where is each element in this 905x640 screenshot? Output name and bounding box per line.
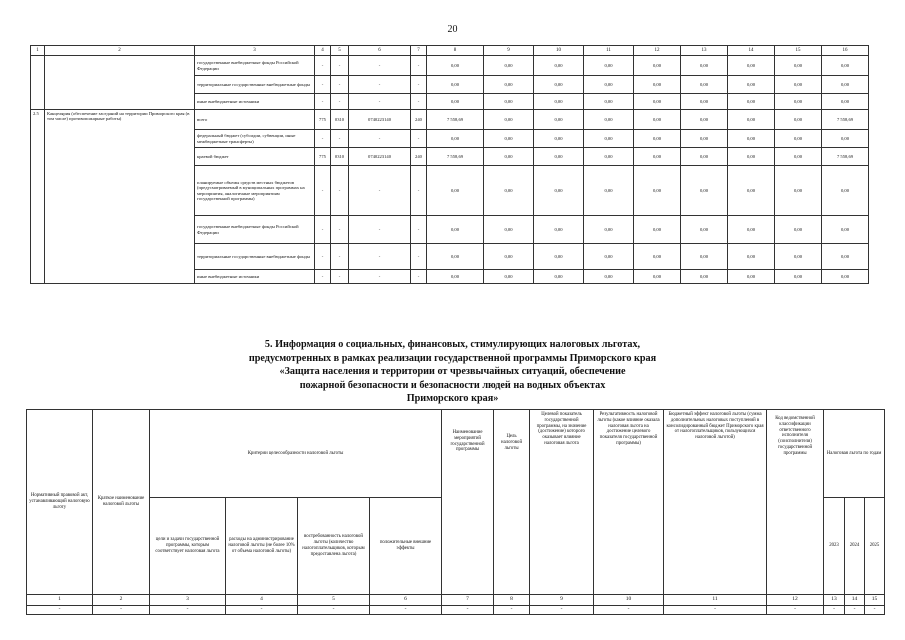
code-cell: 775	[315, 110, 331, 130]
header-goal: Цель налоговой льготы	[494, 410, 530, 595]
code-cell: -	[349, 76, 411, 94]
code-cell: -	[315, 166, 331, 216]
column-number: 5	[298, 595, 370, 606]
amount-cell: 0,00	[584, 270, 634, 284]
code-cell: -	[331, 244, 349, 270]
amount-cell: 0,00	[775, 56, 822, 76]
amount-cell: 0,00	[484, 216, 534, 244]
amount-cell: 0,00	[775, 130, 822, 148]
code-cell: -	[315, 76, 331, 94]
column-number: 7	[442, 595, 494, 606]
code-cell: -	[411, 244, 427, 270]
funding-source: государственные внебюджетные фонды Российской Федерации	[195, 216, 315, 244]
amount-cell: 0,00	[634, 270, 681, 284]
amount-cell: 0,00	[534, 148, 584, 166]
empty-cell: -	[664, 606, 767, 615]
empty-cell: -	[865, 606, 885, 615]
table-row	[31, 56, 869, 76]
code-cell: -	[331, 130, 349, 148]
table-header-row	[31, 46, 869, 56]
amount-cell: 0,00	[584, 110, 634, 130]
amount-cell: 0,00	[534, 216, 584, 244]
amount-cell: 0,00	[775, 166, 822, 216]
empty-cell: -	[226, 606, 298, 615]
header-col-2: 2	[45, 46, 195, 56]
amount-cell: 0,00	[534, 56, 584, 76]
column-number: 3	[150, 595, 226, 606]
column-number: 8	[494, 595, 530, 606]
code-cell: -	[349, 130, 411, 148]
amount-cell: 0,00	[681, 166, 728, 216]
header-effectiveness: Результативность налоговой льготы (какое влияние оказала налоговая льгота на достижение целевого показателя государственной программы)	[594, 410, 664, 595]
amount-cell: 0,00	[728, 130, 775, 148]
empty-cell: -	[767, 606, 824, 615]
amount-cell: 0,00	[634, 76, 681, 94]
column-number: 15	[865, 595, 885, 606]
year-2025: 2025	[865, 498, 885, 595]
amount-cell: 0,00	[822, 166, 869, 216]
amount-cell: 0,00	[681, 130, 728, 148]
amount-cell: 0,00	[484, 148, 534, 166]
header-years: Налоговая льгота по годам	[824, 410, 885, 498]
code-cell: -	[315, 56, 331, 76]
amount-cell: 0,00	[775, 110, 822, 130]
amount-cell: 0,00	[634, 110, 681, 130]
amount-cell: 0,00	[822, 76, 869, 94]
code-cell: -	[331, 56, 349, 76]
amount-cell: 0,00	[427, 56, 484, 76]
code-cell: -	[349, 166, 411, 216]
code-cell: -	[331, 76, 349, 94]
amount-cell: 0,00	[634, 216, 681, 244]
table-row	[31, 110, 869, 130]
code-cell: -	[349, 216, 411, 244]
code-cell: -	[315, 244, 331, 270]
amount-cell: 0,00	[634, 166, 681, 216]
header-dept-code: Код ведомственной классификации ответственного исполнителя (соисполнителя) государственной программы	[767, 410, 824, 595]
code-cell: -	[411, 56, 427, 76]
header-col-10: 10	[534, 46, 584, 56]
header-col-9: 9	[484, 46, 534, 56]
funding-source: всего	[195, 110, 315, 130]
code-cell: 240	[411, 110, 427, 130]
amount-cell: 0,00	[822, 270, 869, 284]
amount-cell: 0,00	[634, 130, 681, 148]
funding-source: иные внебюджетные источники	[195, 94, 315, 110]
header-col-4: 4	[315, 46, 331, 56]
code-cell: -	[315, 94, 331, 110]
empty-cell: -	[93, 606, 150, 615]
amount-cell: 0,00	[484, 110, 534, 130]
code-cell: -	[411, 94, 427, 110]
empty-cell: -	[594, 606, 664, 615]
amount-cell: 0,00	[775, 244, 822, 270]
funding-source: территориальные государственные внебюджетные фонды	[195, 244, 315, 270]
amount-cell: 0,00	[634, 56, 681, 76]
funding-source: территориальные государственные внебюджетные фонды	[195, 76, 315, 94]
empty-cell: -	[442, 606, 494, 615]
amount-cell: 7 558,69	[822, 110, 869, 130]
header-col-8: 8	[427, 46, 484, 56]
empty-cell: -	[298, 606, 370, 615]
amount-cell: 0,00	[728, 94, 775, 110]
code-cell: -	[315, 130, 331, 148]
amount-cell: 0,00	[681, 94, 728, 110]
row-number: 2.5	[31, 110, 45, 284]
header-criteria: Критерии целесообразности налоговой льготы	[150, 410, 442, 498]
empty-data-row	[27, 606, 885, 615]
empty-cell: -	[150, 606, 226, 615]
amount-cell: 0,00	[534, 270, 584, 284]
amount-cell: 0,00	[584, 148, 634, 166]
header-col-6: 6	[349, 46, 411, 56]
funding-source: федеральный бюджет (субсидии, субвенции, иные межбюджетные трансферты)	[195, 130, 315, 148]
header-col-3: 3	[195, 46, 315, 56]
column-number: 1	[27, 595, 93, 606]
amount-cell: 0,00	[822, 56, 869, 76]
amount-cell: 0,00	[427, 76, 484, 94]
empty-cell: -	[494, 606, 530, 615]
amount-cell: 0,00	[681, 110, 728, 130]
amount-cell: 0,00	[534, 166, 584, 216]
amount-cell: 0,00	[634, 148, 681, 166]
column-number: 13	[824, 595, 845, 606]
amount-cell: 0,00	[728, 216, 775, 244]
amount-cell: 0,00	[775, 270, 822, 284]
amount-cell: 0,00	[427, 244, 484, 270]
header-short-name: Краткое наименование налоговой льготы	[93, 410, 150, 595]
amount-cell: 0,00	[775, 94, 822, 110]
code-cell: 0310	[331, 110, 349, 130]
header-col-7: 7	[411, 46, 427, 56]
amount-cell: 0,00	[728, 110, 775, 130]
code-cell: -	[331, 270, 349, 284]
header-goals-tasks: цели и задачи государственной программы, которым соответствует налоговая льгота	[150, 498, 226, 595]
amount-cell: 0,00	[681, 76, 728, 94]
amount-cell: 0,00	[534, 130, 584, 148]
code-cell: -	[349, 94, 411, 110]
code-cell: -	[349, 270, 411, 284]
amount-cell: 0,00	[775, 216, 822, 244]
amount-cell: 0,00	[427, 130, 484, 148]
header-col-14: 14	[728, 46, 775, 56]
measure-name	[45, 56, 195, 110]
amount-cell: 0,00	[728, 56, 775, 76]
section-title: 5. Информация о социальных, финансовых, стимулирующих налоговых льготах, предусмотренных в рамках реализации государственной программы Приморского края «Защита населения и территории от чрезвычайных ситуаций, обеспечение пожарной безопасности и безопасности людей на водных объектах Приморского края»	[248, 339, 657, 405]
amount-cell: 0,00	[584, 244, 634, 270]
amount-cell: 0,00	[584, 76, 634, 94]
code-cell: -	[411, 270, 427, 284]
amount-cell: 0,00	[775, 76, 822, 94]
header-col-12: 12	[634, 46, 681, 56]
amount-cell: 0,00	[584, 166, 634, 216]
code-cell: 775	[315, 148, 331, 166]
amount-cell: 0,00	[822, 244, 869, 270]
header-col-1: 1	[31, 46, 45, 56]
amount-cell: 0,00	[728, 148, 775, 166]
column-numbers-row	[27, 595, 885, 606]
column-number: 9	[530, 595, 594, 606]
year-2023: 2023	[824, 498, 845, 595]
amount-cell: 0,00	[681, 270, 728, 284]
header-col-13: 13	[681, 46, 728, 56]
financing-table	[30, 45, 869, 284]
header-col-11: 11	[584, 46, 634, 56]
code-cell: -	[411, 166, 427, 216]
code-cell: 0740223140	[349, 110, 411, 130]
amount-cell: 0,00	[681, 148, 728, 166]
code-cell: -	[315, 216, 331, 244]
amount-cell: 0,00	[584, 130, 634, 148]
empty-cell: -	[845, 606, 865, 615]
amount-cell: 7 558,69	[822, 148, 869, 166]
code-cell: -	[315, 270, 331, 284]
empty-cell: -	[824, 606, 845, 615]
amount-cell: 0,00	[681, 244, 728, 270]
amount-cell: 0,00	[484, 166, 534, 216]
year-2024: 2024	[845, 498, 865, 595]
empty-cell: -	[370, 606, 442, 615]
code-cell: -	[411, 130, 427, 148]
amount-cell: 0,00	[728, 166, 775, 216]
amount-cell: 0,00	[634, 94, 681, 110]
amount-cell: 0,00	[484, 130, 534, 148]
column-number: 2	[93, 595, 150, 606]
amount-cell: 0,00	[728, 76, 775, 94]
header-measures: Наименование мероприятий государственной программы	[442, 410, 494, 595]
amount-cell: 0,00	[822, 130, 869, 148]
amount-cell: 0,00	[484, 94, 534, 110]
column-number: 14	[845, 595, 865, 606]
header-col-5: 5	[331, 46, 349, 56]
amount-cell: 0,00	[484, 244, 534, 270]
amount-cell: 0,00	[681, 216, 728, 244]
code-cell: -	[331, 166, 349, 216]
code-cell: -	[349, 244, 411, 270]
amount-cell: 0,00	[484, 56, 534, 76]
column-number: 11	[664, 595, 767, 606]
header-normative: Нормативный правовой акт, устанавливающий налоговую льготу	[27, 410, 93, 595]
header-target-indicator: Целевой показатель государственной программы, на значение (достижение) которого оказывает влияние налоговая льгота	[530, 410, 594, 595]
amount-cell: 0,00	[534, 244, 584, 270]
amount-cell: 0,00	[584, 216, 634, 244]
amount-cell: 0,00	[534, 110, 584, 130]
page-number: 20	[447, 24, 458, 35]
header-budget-effect: Бюджетный эффект налоговой льготы (сумма дополнительных налоговых поступлений в консолидированный бюджет Приморского края от налогоплательщиков, пользующихся налоговой льготой)	[664, 410, 767, 595]
column-number: 4	[226, 595, 298, 606]
amount-cell: 0,00	[728, 244, 775, 270]
amount-cell: 0,00	[634, 244, 681, 270]
amount-cell: 0,00	[775, 148, 822, 166]
amount-cell: 0,00	[484, 270, 534, 284]
code-cell: -	[411, 216, 427, 244]
empty-cell: -	[27, 606, 93, 615]
code-cell: -	[411, 76, 427, 94]
column-number: 10	[594, 595, 664, 606]
code-cell: 0310	[331, 148, 349, 166]
code-cell: 0740223140	[349, 148, 411, 166]
amount-cell: 0,00	[534, 76, 584, 94]
amount-cell: 0,00	[534, 94, 584, 110]
column-number: 6	[370, 595, 442, 606]
code-cell: -	[349, 56, 411, 76]
code-cell: -	[331, 216, 349, 244]
code-cell: 240	[411, 148, 427, 166]
code-cell: -	[331, 94, 349, 110]
header-col-15: 15	[775, 46, 822, 56]
amount-cell: 0,00	[427, 270, 484, 284]
amount-cell: 7 558,69	[427, 148, 484, 166]
funding-source: краевой бюджет	[195, 148, 315, 166]
amount-cell: 0,00	[427, 216, 484, 244]
amount-cell: 0,00	[427, 94, 484, 110]
funding-source: государственные внебюджетные фонды Российской Федерации	[195, 56, 315, 76]
measure-name: Канцелярия (обеспечение заседаний на территории Приморского края (в том числе) противопожарные работы)	[45, 110, 195, 284]
amount-cell: 0,00	[484, 76, 534, 94]
amount-cell: 0,00	[728, 270, 775, 284]
funding-source: планируемые объемы средств местных бюджетов (предусматриваемый в муниципальных программах на мероприятия, аналогичные мероприятиям государственной программы)	[195, 166, 315, 216]
amount-cell: 0,00	[822, 94, 869, 110]
amount-cell: 0,00	[822, 216, 869, 244]
header-demand: востребованность налоговой льготы (количество налогоплательщиков, которым предоставлена льгота)	[298, 498, 370, 595]
amount-cell: 0,00	[584, 94, 634, 110]
column-number: 12	[767, 595, 824, 606]
empty-cell: -	[530, 606, 594, 615]
amount-cell: 7 558,69	[427, 110, 484, 130]
funding-source: иные внебюджетные источники	[195, 270, 315, 284]
amount-cell: 0,00	[427, 166, 484, 216]
header-externalities: положительные внешние эффекты	[370, 498, 442, 595]
tax-benefits-table	[26, 409, 885, 615]
row-number	[31, 56, 45, 110]
header-col-16: 16	[822, 46, 869, 56]
amount-cell: 0,00	[681, 56, 728, 76]
header-admin-costs: расходы на администрирование налоговой льготы (не более 10% от объема налоговой льготы)	[226, 498, 298, 595]
amount-cell: 0,00	[584, 56, 634, 76]
